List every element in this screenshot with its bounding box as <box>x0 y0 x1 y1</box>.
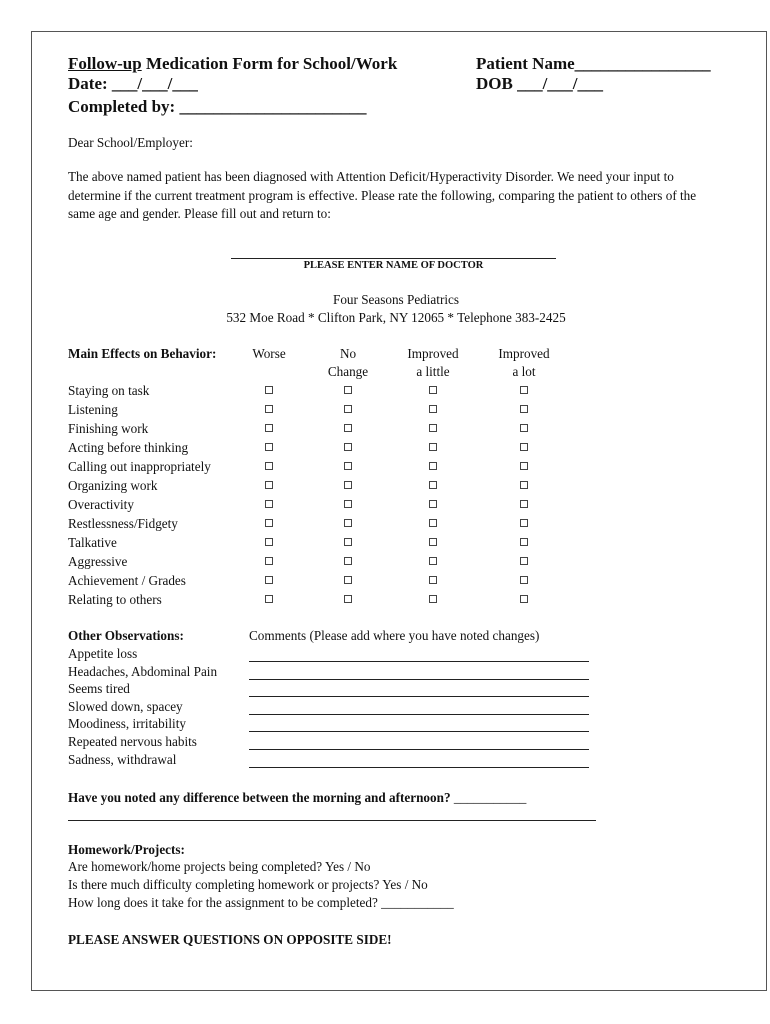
rating-checkbox[interactable] <box>344 386 352 394</box>
rating-checkbox[interactable] <box>265 405 273 413</box>
rating-checkbox[interactable] <box>344 424 352 432</box>
rating-checkbox[interactable] <box>520 500 528 508</box>
form-title-underlined: Follow-up <box>68 54 142 73</box>
rating-checkbox[interactable] <box>429 538 437 546</box>
rating-checkbox[interactable] <box>344 557 352 565</box>
completed-by-field[interactable]: Completed by: ______________________ <box>68 97 367 116</box>
date-field[interactable]: Date: ___/___/___ <box>68 74 198 93</box>
patient-name-field[interactable]: Patient Name________________ <box>476 54 711 73</box>
dob-field[interactable]: DOB ___/___/___ <box>476 74 604 93</box>
behavior-row-label: Aggressive <box>68 554 128 569</box>
behavior-row-label: Finishing work <box>68 421 149 436</box>
morning-question-text: Have you noted any difference between the morning and afternoon? <box>68 790 451 805</box>
behavior-row-label: Relating to others <box>68 592 162 607</box>
observation-comment-line[interactable] <box>249 749 589 750</box>
behavior-row-label: Achievement / Grades <box>68 573 186 588</box>
rating-checkbox[interactable] <box>344 538 352 546</box>
rating-checkbox[interactable] <box>520 424 528 432</box>
rating-checkbox[interactable] <box>520 443 528 451</box>
observation-row-label: Headaches, Abdominal Pain <box>68 663 218 679</box>
rating-checkbox[interactable] <box>520 595 528 603</box>
rating-checkbox[interactable] <box>265 386 273 394</box>
rating-checkbox[interactable] <box>265 462 273 470</box>
column-header-3-line1: Improved <box>498 346 550 361</box>
column-header-1-line1: No <box>339 346 357 361</box>
comments-label: Comments (Please add where you have noted changes) <box>249 628 540 643</box>
form-title <box>68 54 397 74</box>
rating-checkbox[interactable] <box>344 462 352 470</box>
behavior-row-label: Listening <box>68 402 118 417</box>
behavior-row-label: Organizing work <box>68 478 158 493</box>
observation-comment-line[interactable] <box>249 679 589 680</box>
observation-comment-line[interactable] <box>249 661 589 662</box>
rating-checkbox[interactable] <box>265 595 273 603</box>
form-title-rest: Medication Form for School/Work <box>141 54 398 73</box>
rating-checkbox[interactable] <box>429 576 437 584</box>
practice-name: Four Seasons Pediatrics <box>332 292 459 307</box>
rating-checkbox[interactable] <box>265 538 273 546</box>
rating-checkbox[interactable] <box>344 576 352 584</box>
rating-checkbox[interactable] <box>429 595 437 603</box>
rating-checkbox[interactable] <box>429 557 437 565</box>
rating-checkbox[interactable] <box>344 481 352 489</box>
rating-checkbox[interactable] <box>520 519 528 527</box>
rating-checkbox[interactable] <box>520 405 528 413</box>
rating-checkbox[interactable] <box>520 481 528 489</box>
rating-checkbox[interactable] <box>265 557 273 565</box>
column-header-0-line1: Worse <box>252 346 286 361</box>
rating-checkbox[interactable] <box>520 557 528 565</box>
observation-comment-line[interactable] <box>249 731 589 732</box>
column-header-2-line1: Improved <box>407 346 459 361</box>
rating-checkbox[interactable] <box>265 481 273 489</box>
rating-checkbox[interactable] <box>344 443 352 451</box>
rating-checkbox[interactable] <box>429 481 437 489</box>
salutation: Dear School/Employer: <box>68 135 193 150</box>
rating-checkbox[interactable] <box>429 443 437 451</box>
rating-checkbox[interactable] <box>265 500 273 508</box>
column-header-1-line2: Change <box>327 364 369 379</box>
morning-afternoon-question <box>68 789 526 807</box>
homework-question-2[interactable]: Is there much difficulty completing homework or projects? Yes / No <box>68 877 428 892</box>
intro-paragraph: The above named patient has been diagnosed with Attention Deficit/Hyperactivity Disorder. We need your input to determine if the current treatment program is effective. Please rate the following, comparing the patient to others of the same age and gender. Please fill out and return to: <box>68 169 697 221</box>
observation-row-label: Appetite loss <box>68 646 138 661</box>
morning-answer-line[interactable] <box>68 820 596 821</box>
rating-checkbox[interactable] <box>265 576 273 584</box>
behavior-row-label: Restlessness/Fidgety <box>68 516 178 531</box>
observation-row-label: Seems tired <box>68 681 130 697</box>
rating-checkbox[interactable] <box>344 500 352 508</box>
rating-checkbox[interactable] <box>520 538 528 546</box>
homework-heading: Homework/Projects: <box>68 842 185 857</box>
homework-question-3[interactable]: How long does it take for the assignment to be completed? ___________ <box>68 895 454 910</box>
behavior-row-label: Talkative <box>68 535 117 550</box>
rating-checkbox[interactable] <box>520 576 528 584</box>
observation-row-label: Repeated nervous habits <box>68 734 197 749</box>
observation-row-label: Sadness, withdrawal <box>68 751 177 767</box>
observation-comment-line[interactable] <box>249 696 589 697</box>
observation-row-label: Slowed down, spacey <box>68 698 183 714</box>
rating-checkbox[interactable] <box>520 386 528 394</box>
observations-heading: Other Observations: <box>68 628 184 643</box>
doctor-name-label: PLEASE ENTER NAME OF DOCTOR <box>303 260 484 271</box>
behavior-row-label: Staying on task <box>68 383 150 398</box>
rating-checkbox[interactable] <box>429 462 437 470</box>
practice-address: 532 Moe Road * Clifton Park, NY 12065 * Telephone 383-2425 <box>226 310 566 325</box>
homework-question-1[interactable]: Are homework/home projects being completed? Yes / No <box>68 859 371 874</box>
rating-checkbox[interactable] <box>429 386 437 394</box>
rating-checkbox[interactable] <box>265 424 273 432</box>
rating-checkbox[interactable] <box>344 405 352 413</box>
observation-row-label: Moodiness, irritability <box>68 716 186 732</box>
behavior-row-label: Calling out inappropriately <box>68 459 211 474</box>
rating-checkbox[interactable] <box>429 519 437 527</box>
rating-checkbox[interactable] <box>429 500 437 508</box>
behavior-heading: Main Effects on Behavior: <box>68 346 217 361</box>
observation-comment-line[interactable] <box>249 767 589 768</box>
rating-checkbox[interactable] <box>265 519 273 527</box>
column-header-2-line2: a little <box>416 364 450 379</box>
rating-checkbox[interactable] <box>429 405 437 413</box>
rating-checkbox[interactable] <box>344 595 352 603</box>
column-header-3-line2: a lot <box>512 364 536 379</box>
morning-answer-blank[interactable]: ___________ <box>450 790 527 805</box>
opposite-side-note: PLEASE ANSWER QUESTIONS ON OPPOSITE SIDE! <box>68 932 392 947</box>
rating-checkbox[interactable] <box>429 424 437 432</box>
behavior-row-label: Overactivity <box>68 497 134 512</box>
rating-checkbox[interactable] <box>265 443 273 451</box>
rating-checkbox[interactable] <box>344 519 352 527</box>
observation-comment-line[interactable] <box>249 714 589 715</box>
behavior-row-label: Acting before thinking <box>68 440 189 455</box>
rating-checkbox[interactable] <box>520 462 528 470</box>
